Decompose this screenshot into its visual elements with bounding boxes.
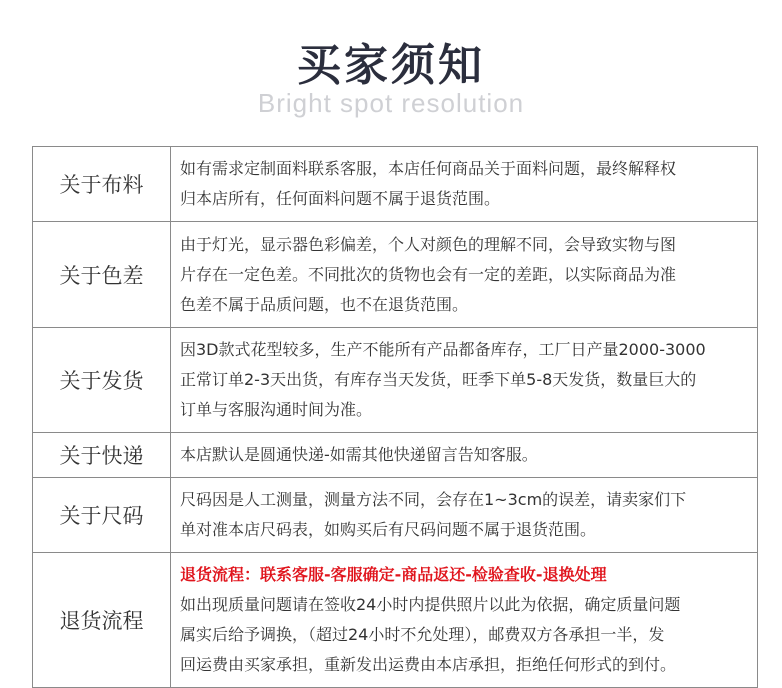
row-content-express	[171, 433, 758, 478]
content-line: 如出现质量问题请在签收24小时内提供照片以此为依据，确定质量问题	[180, 595, 681, 614]
table-row-shipping	[33, 328, 758, 433]
content-line: 因3D款式花型较多，生产不能所有产品都备库存，工厂日产量2000-3000	[180, 340, 706, 359]
content-line: 正常订单2-3天出货，有库存当天发货，旺季下单5-8天发货，数量巨大的	[180, 370, 697, 389]
row-label-returns: 退货流程	[33, 553, 171, 688]
row-label-express: 关于快递	[33, 433, 171, 478]
notice-table	[32, 146, 758, 688]
row-label-shipping: 关于发货	[33, 328, 171, 433]
return-process-highlight: 退货流程：联系客服-客服确定-商品返还-检验查收-退换处理	[180, 565, 607, 584]
content-line: 片存在一定色差。不同批次的货物也会有一定的差距，以实际商品为准	[180, 264, 677, 284]
row-content-returns	[171, 553, 758, 688]
table-row-size	[33, 478, 758, 553]
table-row-fabric	[33, 147, 758, 222]
content-line: 色差不属于品质问题，也不在退货范围。	[180, 294, 469, 314]
page-title: 买家须知	[297, 40, 485, 91]
content-line: 本店默认是圆通快递-如需其他快递留言告知客服。	[180, 445, 538, 464]
content-line: 由于灯光，显示器色彩偏差，个人对颜色的理解不同，会导致实物与图	[180, 234, 677, 254]
content-line: 订单与客服沟通时间为准。	[180, 400, 373, 419]
content-line: 回运费由买家承担，重新发出运费由本店承担，拒绝任何形式的到付。	[180, 655, 677, 674]
content-line: 尺码因是人工测量，测量方法不同，会存在1~3cm的误差，请卖家们下	[180, 490, 687, 509]
table-row-express	[33, 433, 758, 478]
content-line: 属实后给予调换，（超过24小时不允处理），邮费双方各承担一半，发	[180, 625, 665, 644]
table-row-color	[33, 222, 758, 328]
content-line: 单对准本店尺码表，如购买后有尺码问题不属于退货范围。	[180, 520, 597, 539]
row-content-color	[171, 222, 758, 328]
row-label-color: 关于色差	[33, 222, 171, 328]
row-label-size: 关于尺码	[33, 478, 171, 553]
content-line: 如有需求定制面料联系客服，本店任何商品关于面料问题，最终解释权	[180, 159, 677, 178]
content-line: 归本店所有，任何面料问题不属于退货范围。	[180, 189, 501, 208]
row-label-fabric: 关于布料	[33, 147, 171, 222]
table-row-returns	[33, 553, 758, 688]
row-content-size	[171, 478, 758, 553]
row-content-shipping	[171, 328, 758, 433]
page-subtitle: Bright spot resolution	[257, 88, 525, 118]
row-content-fabric	[171, 147, 758, 222]
